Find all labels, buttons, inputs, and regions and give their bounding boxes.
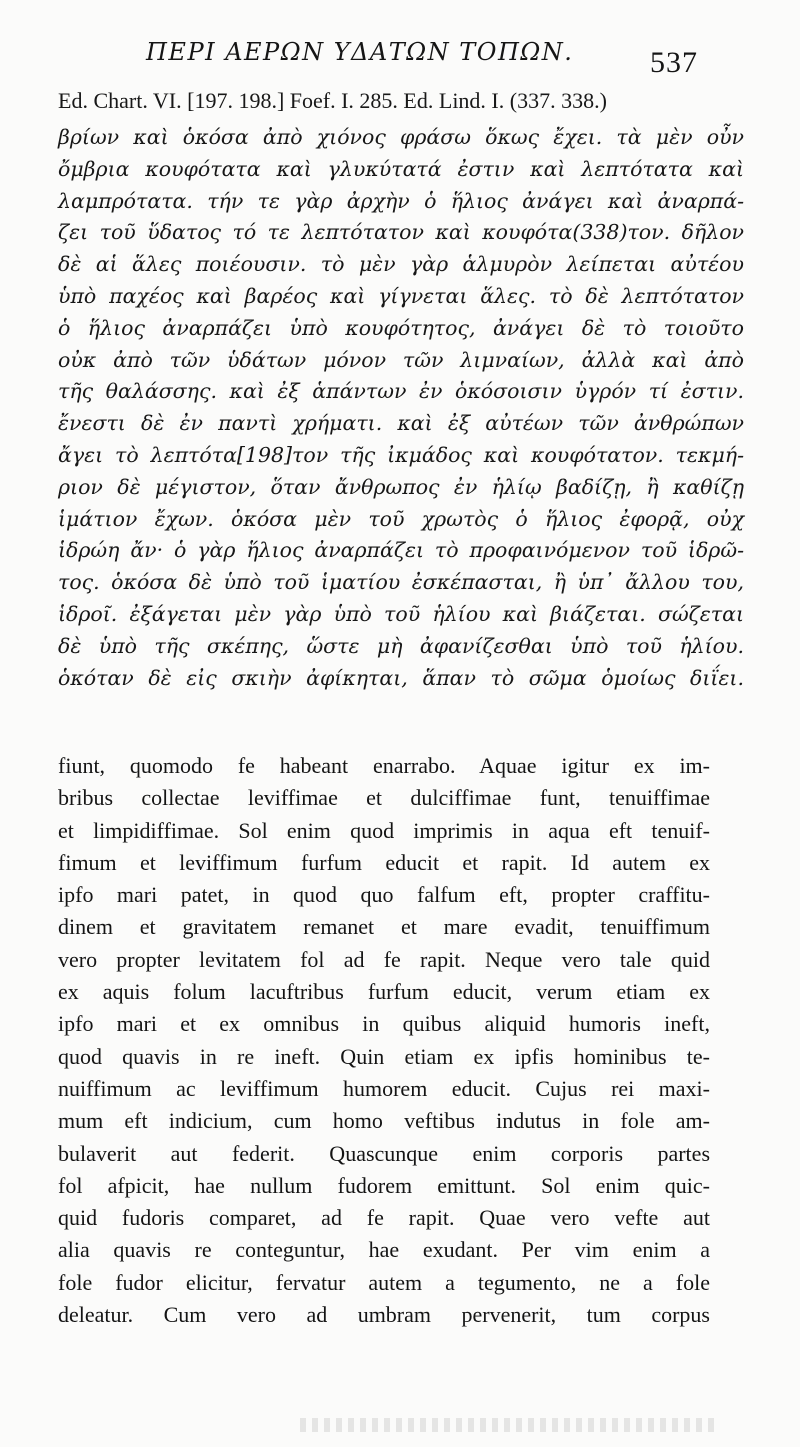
greek-line: ζει τοῦ ὕδατος τό τε λεπτότατον καὶ κουφότα(338)τον. δῆλον [58, 220, 744, 245]
greek-line: δὲ αἱ ἅλες ποιέουσιν. τὸ μὲν γὰρ ἁλμυρὸν λείπεται αὐτέου [58, 252, 744, 277]
greek-line: ὄμβρια κουφότατα καὶ γλυκύτατά ἐστιν καὶ λεπτότατα καὶ [58, 156, 744, 181]
latin-line: et limpidiffimae. Sol enim quod imprimis in aqua eft tenuif- [58, 817, 710, 843]
latin-line: alia quavis re conteguntur, hae exudant. Per vim enim a [58, 1237, 710, 1263]
page-number: 537 [650, 46, 698, 79]
latin-line: mum eft indicium, cum homo veftibus indutus in fole am- [58, 1108, 710, 1134]
edition-references: Ed. Chart. VI. [197. 198.] Foef. I. 285. Ed. Lind. I. (337. 338.) [58, 88, 607, 113]
latin-line: fiunt, quomodo fe habeant enarrabo. Aquae igitur ex im- [58, 753, 710, 778]
latin-line: nuiffimum ac leviffimum humorem educit. Cujus rei maxi- [58, 1075, 710, 1101]
greek-line: ὁ ἥλιος ἀναρπάζει ὑπὸ κουφότητος, ἀνάγει δὲ τὸ τοιοῦτο [58, 315, 744, 340]
greek-line: ἄγει τὸ λεπτότα[198]τον τῆς ἰκμάδος καὶ κουφότατον. τεκμή- [58, 442, 744, 467]
greek-line: τος. ὁκόσα δὲ ὑπὸ τοῦ ἱματίου ἐσκέπασται, ἢ ὑπ᾽ ἄλλου του, [58, 570, 744, 595]
latin-line: bulaverit aut federit. Quascunque enim corporis partes [58, 1140, 710, 1166]
greek-line: οὐκ ἀπὸ τῶν ὑδάτων μόνον τῶν λιμναίων, ἀλλὰ καὶ ἀπὸ [58, 347, 744, 372]
greek-line: δὲ ὑπὸ τῆς σκέπης, ὥστε μὴ ἀφανίζεσθαι ὑπὸ τοῦ ἡλίου. [58, 633, 744, 658]
latin-line: fol afpicit, hae nullum fudorem emittunt. Sol enim quic- [58, 1172, 710, 1198]
greek-line: ἱδροῖ. ἐξάγεται μὲν γὰρ ὑπὸ τοῦ ἡλίου καὶ βιάζεται. σώζεται [58, 601, 744, 626]
greek-line: τῆς θαλάσσης. καὶ ἐξ ἁπάντων ἐν ὁκόσοισιν ὑγρόν τί ἐστιν. [58, 379, 744, 404]
bleed-through-shadow [300, 1418, 720, 1432]
running-title: ΠΕΡΙ ΑΕΡΩΝ ΥΔΑΤΩΝ ΤΟΠΩΝ. [146, 38, 574, 66]
greek-line: ἱμάτιον ἔχων. ὁκόσα μὲν τοῦ χρωτὸς ὁ ἥλιος ἐφορᾷ, οὐχ [58, 506, 744, 531]
latin-line: fole fudor elicitur, fervatur autem a tegumento, ne a fole [58, 1269, 710, 1295]
greek-line: ὁκόταν δὲ εἰς σκιὴν ἀφίκηται, ἅπαν τὸ σῶμα ὁμοίως διΐει. [58, 665, 744, 690]
latin-text-block [58, 750, 710, 1331]
latin-line: vero propter levitatem fol ad fe rapit. Neque vero tale quid [58, 946, 710, 972]
greek-line: ὑπὸ παχέος καὶ βαρέος καὶ γίγνεται ἅλες. τὸ δὲ λεπτότατον [58, 283, 744, 308]
latin-line: ex aquis folum lacuftribus furfum educit, verum etiam ex [58, 979, 710, 1005]
greek-line: ἱδρώη ἄν· ὁ γὰρ ἥλιος ἀναρπάζει τὸ προφαινόμενον τοῦ ἱδρῶ- [58, 538, 744, 563]
greek-line: βρίων καὶ ὁκόσα ἀπὸ χιόνος φράσω ὅκως ἔχει. τὰ μὲν οὖν [58, 125, 744, 149]
greek-text-block [58, 122, 744, 694]
latin-line: bribus collectae leviffimae et dulciffimae funt, tenuiffimae [58, 785, 710, 811]
greek-line: ἔνεστι δὲ ἐν παντὶ χρήματι. καὶ ἐξ αὐτέων τῶν ἀνθρώπων [58, 411, 744, 436]
latin-line: dinem et gravitatem remanet et mare evadit, tenuiffimum [58, 914, 710, 940]
latin-line: ipfo mari patet, in quod quo falfum eft, propter craffitu- [58, 882, 710, 908]
latin-line: fimum et leviffimum furfum educit et rapit. Id autem ex [58, 849, 710, 875]
latin-line: quid fudoris comparet, ad fe rapit. Quae vero vefte aut [58, 1205, 710, 1231]
greek-line: λαμπρότατα. τήν τε γὰρ ἀρχὴν ὁ ἥλιος ἀνάγει καὶ ἀναρπά- [58, 188, 744, 213]
latin-line: ipfo mari et ex omnibus in quibus aliquid humoris ineft, [58, 1011, 710, 1037]
latin-line: deleatur. Cum vero ad umbram pervenerit, tum corpus [58, 1302, 710, 1328]
running-head [0, 38, 800, 86]
greek-line: ριον δὲ μέγιστον, ὅταν ἄνθρωπος ἐν ἡλίῳ βαδίζῃ, ἢ καθίζῃ [58, 474, 744, 499]
latin-line: quod quavis in re ineft. Quin etiam ex ipfis hominibus te- [58, 1043, 710, 1069]
